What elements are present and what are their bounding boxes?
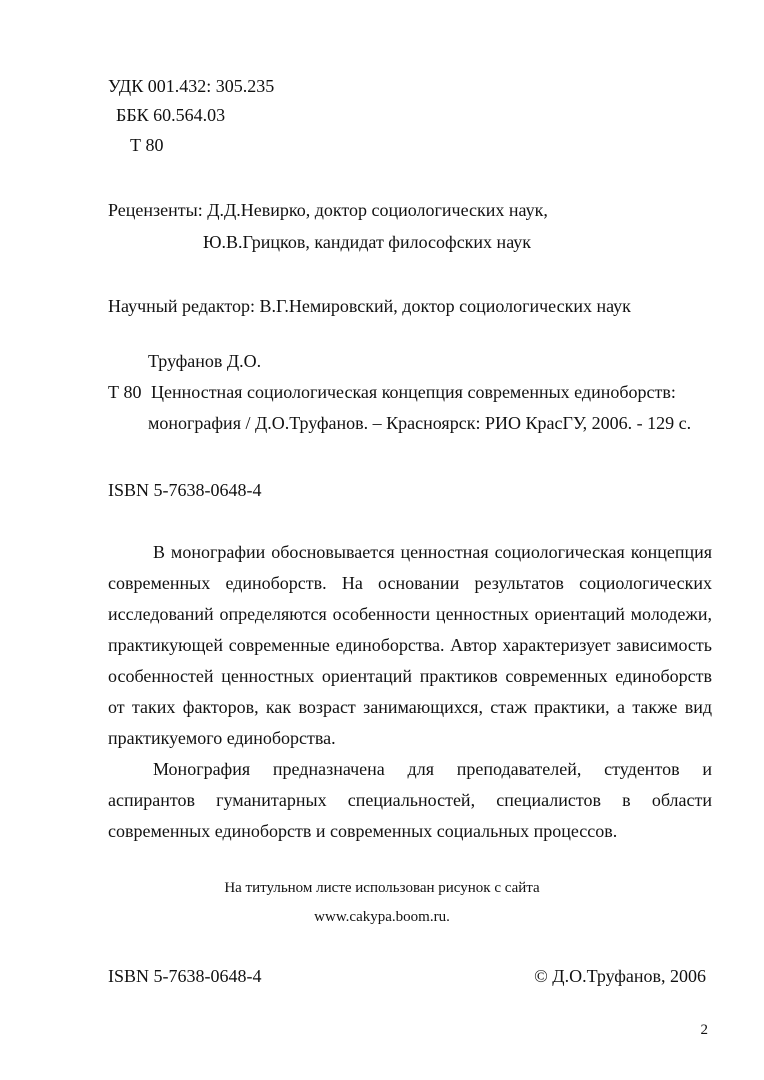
isbn-footer: ISBN 5-7638-0648-4 <box>108 966 262 986</box>
abstract-p1-line: практикуемого единоборства. <box>108 728 336 748</box>
abstract-p1-line: современных единоборств. На основании результатов социологических <box>108 573 712 593</box>
abstract-p2-line: аспирантов гуманитарных специальностей, специалистов в области <box>108 790 712 810</box>
page-number: 2 <box>700 1022 708 1038</box>
author-mark: Т 80 <box>130 135 164 155</box>
abstract-p1-line: исследований определяются особенности ценностных ориентаций молодежи, <box>108 604 712 624</box>
reviewers-line-2: Ю.В.Грицков, кандидат философских наук <box>203 232 532 252</box>
reviewers-line-1: Рецензенты: Д.Д.Невирко, доктор социологических наук, <box>108 200 548 220</box>
abstract-p1-line: В монографии обосновывается ценностная социологическая концепция <box>153 542 712 562</box>
abstract-p2-line: Монография предназначена для преподавателей, студентов и <box>153 759 712 779</box>
bbk-code: ББК 60.564.03 <box>116 105 226 125</box>
abstract-p1-line: особенностей ценностных ориентаций практиков современных единоборств <box>108 666 712 686</box>
abstract-p1-line: практикующей современные единоборства. Автор характеризует зависимость <box>108 635 712 655</box>
bib-author: Труфанов Д.О. <box>148 351 262 371</box>
isbn-top: ISBN 5-7638-0648-4 <box>108 480 262 500</box>
cover-note-line-2: www.cakypa.boom.ru. <box>314 909 450 925</box>
abstract-p1-line: от таких факторов, как возраст занимающихся, стаж практики, а также вид <box>108 697 712 717</box>
copyright: © Д.О.Труфанов, 2006 <box>534 966 706 986</box>
bib-mark: Т 80 <box>108 382 142 402</box>
bib-title-line-2: монография / Д.О.Труфанов. – Красноярск: РИО КрасГУ, 2006. - 129 с. <box>148 413 692 433</box>
scientific-editor: Научный редактор: В.Г.Немировский, доктор социологических наук <box>108 296 631 316</box>
cover-note-line-1: На титульном листе использован рисунок с сайта <box>224 880 540 896</box>
bib-title-line-1: Ценностная социологическая концепция современных единоборств: <box>151 382 676 402</box>
udk-code: УДК 001.432: 305.235 <box>108 76 275 96</box>
abstract-p2-line: современных единоборств и современных социальных процессов. <box>108 821 618 841</box>
